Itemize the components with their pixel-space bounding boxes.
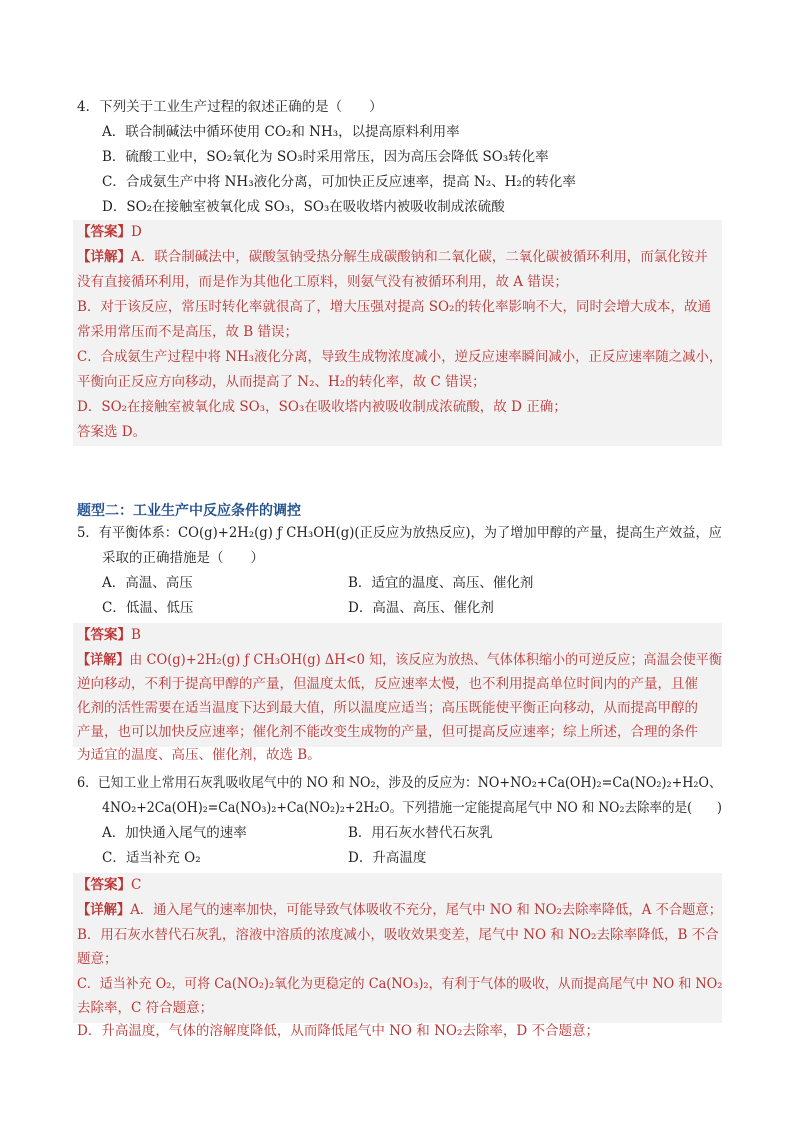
q4-detail-line: 答案选 D。	[77, 424, 147, 440]
q5-option-d: D．高温、高压、催化剂	[348, 600, 494, 616]
q6-option-a: A．加快通入尾气的速率	[102, 825, 247, 841]
q4-stem: 4．下列关于工业生产过程的叙述正确的是（ ）	[77, 99, 383, 115]
q5-stem: 采取的正确措施是（ ）	[102, 550, 264, 566]
q4-detail-line: D．SO₂在接触室被氧化成 SO₃，SO₃在吸收塔内被吸收制成浓硫酸，故 D 正确；	[77, 399, 567, 415]
q5-option-a: A．高温、高压	[102, 575, 193, 591]
answer-tag: 【答案】	[77, 877, 131, 893]
q6-detail-line: B．用石灰水替代石灰乳，溶液中溶质的浓度减小，吸收效果变差，尾气中 NO 和 NO₂去除率降低，B 不合	[77, 927, 719, 943]
q6-stem: 4NO₂+2Ca(OH)₂=Ca(NO₃)₂+Ca(NO₂)₂+2H₂O。下列措施一定能提高尾气中 NO 和 NO₂去除率的是( )	[102, 800, 722, 816]
q6-detail-line	[77, 900, 722, 920]
q5-detail-line: 产量，也可以加快反应速率；催化剂不能改变生成物的产量，但可提高反应速率；综上所述，合理的条件	[77, 724, 698, 740]
q4-answer	[77, 222, 142, 242]
answer-tag: 【答案】	[77, 224, 131, 240]
q6-detail-line: C．适当补充 O₂，可将 Ca(NO₂)₂氧化为更稳定的 Ca(NO₃)₂，有利于气体的吸收，从而提高尾气中 NO 和 NO₂	[77, 976, 723, 992]
q6-detail-line: 题意；	[77, 951, 118, 967]
q4-detail-line: B．对于该反应，常压时转化率就很高了，增大压强对提高 SO₂的转化率影响不大，同时会增大成本，故通	[77, 299, 711, 315]
q4-detail-line: C．合成氨生产过程中将 NH₃液化分离，导致生成物浓度减小，逆反应速率瞬间减小，正反应速率随之减小，	[77, 349, 723, 365]
detail-tag: 【详解】	[77, 902, 131, 918]
q4-detail-line	[77, 247, 708, 267]
detail-tag: 【详解】	[77, 249, 131, 265]
section-heading: 题型二：工业生产中反应条件的调控	[77, 503, 301, 519]
answer-value: D	[131, 224, 142, 240]
answer-tag: 【答案】	[77, 627, 131, 643]
q4-option-c: C．合成氨生产中将 NH₃液化分离，可加快正反应速率，提高 N₂、H₂的转化率	[102, 174, 576, 190]
detail-text: A．通入尾气的速率加快，可能导致气体吸收不充分，尾气中 NO 和 NO₂去除率降低，A 不合题意；	[130, 902, 723, 918]
q5-detail-line: 逆向移动，不利于提高甲醇的产量，但温度太低，反应速率太慢，也不利用提高单位时间内的产量，且催	[77, 676, 698, 692]
q5-option-b: B．适宜的温度、高压、催化剂	[348, 575, 534, 591]
answer-value: B	[131, 627, 141, 643]
detail-tag: 【详解】	[77, 652, 130, 668]
q5-detail-line	[77, 650, 722, 670]
q6-answer	[77, 875, 141, 895]
q6-detail-line: 去除率，C 符合题意；	[77, 1000, 214, 1016]
q5-stem: 5．有平衡体系：CO(g)+2H₂(g) ƒ CH₃OH(g)(正反应为放热反应)，为了增加甲醇的产量，提高生产效益，应	[77, 525, 722, 541]
q5-answer	[77, 625, 141, 645]
q4-option-d: D．SO₂在接触室被氧化成 SO₃，SO₃在吸收塔内被吸收制成浓硫酸	[102, 199, 505, 215]
q4-detail-line: 常采用常压而不是高压，故 B 错误；	[77, 324, 299, 340]
q4-detail-line: 没有直接循环利用，而是作为其他化工原料，则氨气没有被循环利用，故 A 错误；	[77, 274, 568, 290]
q4-option-b: B．硫酸工业中，SO₂氧化为 SO₃时采用常压，因为高压会降低 SO₃转化率	[102, 149, 549, 165]
q4-option-a: A．联合制碱法中循环使用 CO₂和 NH₃，以提高原料利用率	[102, 124, 460, 140]
q5-detail-line: 化剂的活性需要在适当温度下达到最大值，所以温度应适当；高压既能使平衡正向移动，从而提高甲醇的	[77, 700, 698, 716]
q6-detail-line: D．升高温度，气体的溶解度降低，从而降低尾气中 NO 和 NO₂去除率，D 不合题意；	[77, 1023, 599, 1039]
q6-option-d: D．升高温度	[348, 850, 427, 866]
detail-text: A．联合制碱法中，碳酸氢钠受热分解生成碳酸钠和二氧化碳，二氧化碳被循环利用，而氯化铵并	[131, 249, 708, 265]
q6-option-c: C．适当补充 O₂	[102, 850, 201, 866]
q6-stem: 6．已知工业上常用石灰乳吸收尾气中的 NO 和 NO₂，涉及的反应为：NO+NO₂+Ca(OH)₂=Ca(NO₂)₂+H₂O、	[77, 775, 722, 791]
detail-text: 由 CO(g)+2H₂(g) ƒ CH₃OH(g) ΔH<0 知，该反应为放热、气体体积缩小的可逆反应；高温会使平衡	[129, 652, 722, 668]
q5-option-c: C．低温、低压	[102, 600, 194, 616]
q5-detail-line: 为适宜的温度、高压、催化剂，故选 B。	[77, 747, 321, 763]
q4-detail-line: 平衡向正反应方向移动，从而提高了 N₂、H₂的转化率，故 C 错误；	[77, 374, 486, 390]
answer-value: C	[131, 877, 142, 893]
q6-option-b: B．用石灰水替代石灰乳	[348, 825, 493, 841]
